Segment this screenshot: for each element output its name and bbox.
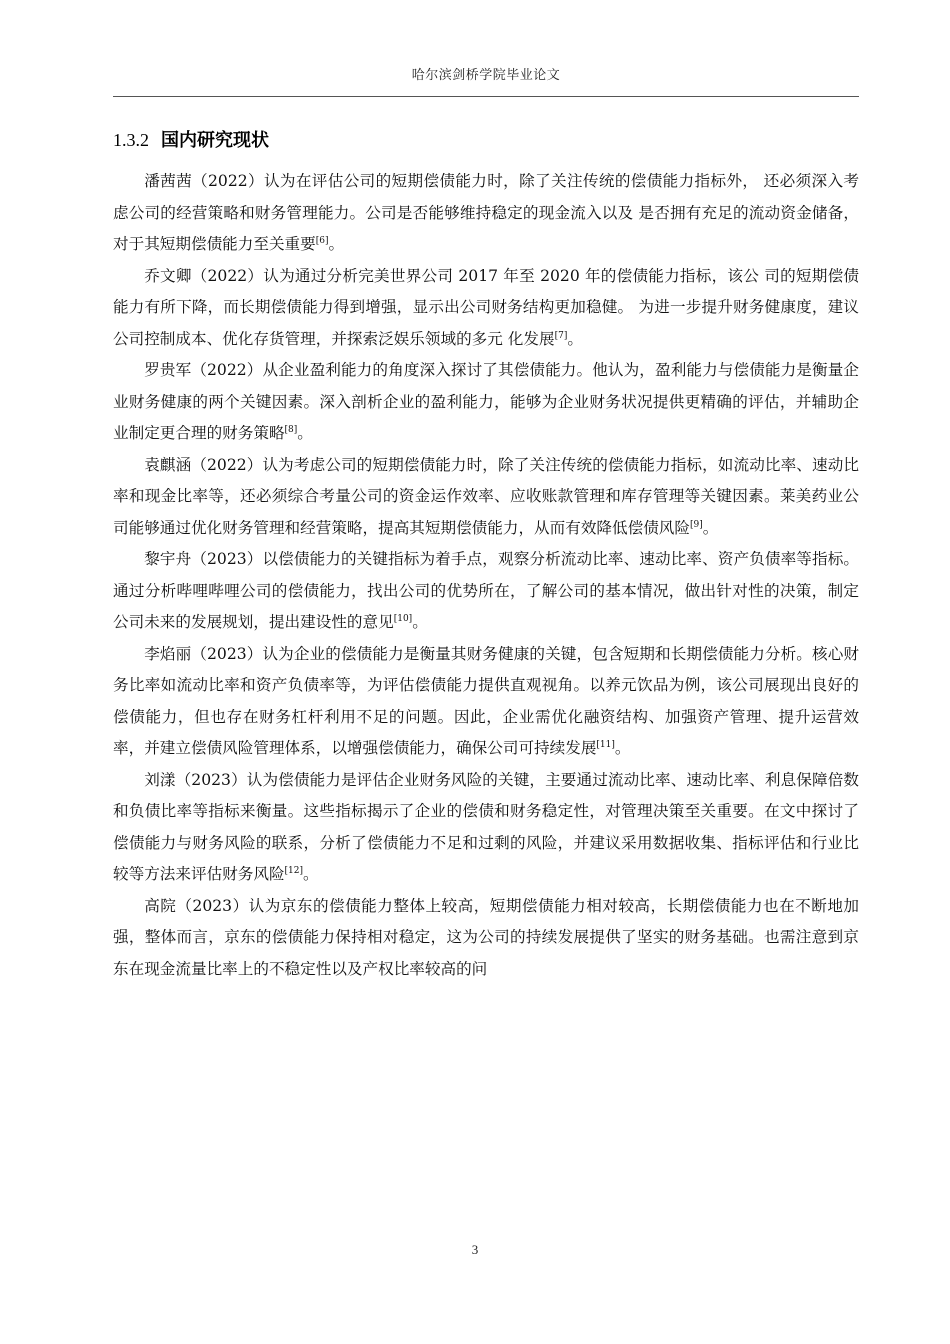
paragraph: 李焰丽（2023）认为企业的偿债能力是衡量其财务健康的关键，包含短期和长期偿债能力分析。核心财务比率如流动比率和资产负债率等，为评估偿债能力提供直观视角。以养元饮品为例，该公司展现出良好的偿债能力，但也存在财务杠杆利用不足的问题。因此，企业需优化融资结构、加强资产管理、提升运营效率，并建立偿债风险管理体系，以增强偿债能力，确保公司可持续发展[11]。	[113, 644, 859, 757]
paragraph: 罗贵军（2022）从企业盈利能力的角度深入探讨了其偿债能力。他认为，盈利能力与偿债能力是衡量企业财务健康的两个关键因素。深入剖析企业的盈利能力，能够为企业财务状况提供更精确的评估，并辅助企业制定更合理的财务策略[8]。	[113, 361, 859, 442]
paragraph: 黎宇舟（2023）以偿债能力的关键指标为着手点，观察分析流动比率、速动比率、资产负债率等指标。通过分析哔哩哔哩公司的偿债能力，找出公司的优势所在，了解公司的基本情况，做出针对性的决策，制定公司未来的发展规划，提出建设性的意见[10]。	[113, 550, 859, 631]
citation: [11]	[596, 739, 615, 750]
section-title: 国内研究现状	[161, 130, 269, 151]
citation: [12]	[284, 865, 304, 876]
paragraph: 潘茜茜（2022）认为在评估公司的短期偿债能力时，除了关注传统的偿债能力指标外， 还必须深入考虑公司的经营策略和财务管理能力。公司是否能够维持稳定的现金流入以及 是否拥有充足的流动资金储备，对于其短期偿债能力至关重要[6]。	[113, 172, 859, 253]
running-header: 哈尔滨剑桥学院毕业论文	[411, 68, 561, 83]
paragraph: 高院（2023）认为京东的偿债能力整体上较高，短期偿债能力相对较高，长期偿债能力也在不断地加强，整体而言，京东的偿债能力保持相对稳定，这为公司的持续发展提供了坚实的财务基础。也需注意到京东在现金流量比率上的不稳定性以及产权比率较高的问	[113, 896, 859, 978]
citation: [7]	[554, 330, 568, 341]
section-number: 1.3.2	[113, 130, 149, 150]
header-divider	[113, 96, 859, 97]
paragraph: 袁麒涵（2022）认为考虑公司的短期偿债能力时，除了关注传统的偿债能力指标，如流动比率、速动比率和现金比率等，还必须综合考量公司的资金运作效率、应收账款管理和库存管理等关键因素。莱美药业公司能够通过优化财务管理和经营策略，提高其短期偿债能力，从而有效降低偿债风险[9]。	[113, 455, 859, 537]
paragraph: 刘漾（2023）认为偿债能力是评估企业财务风险的关键，主要通过流动比率、速动比率、利息保障倍数和负债比率等指标来衡量。这些指标揭示了企业的偿债和财务稳定性，对管理决策至关重要。在文中探讨了偿债能力与财务风险的联系，分析了偿债能力不足和过剩的风险，并建议采用数据收集、指标评估和行业比较等方法来评估财务风险[12]。	[113, 770, 859, 883]
section-heading	[113, 126, 269, 152]
citation: [10]	[393, 613, 413, 624]
page-number: 3	[471, 1242, 479, 1257]
citation: [9]	[689, 519, 703, 530]
citation: [8]	[284, 424, 298, 435]
paragraph: 乔文卿（2022）认为通过分析完美世界公司 2017 年至 2020 年的偿债能力指标，该公 司的短期偿债能力有所下降，而长期偿债能力得到增强，显示出公司财务结构更加稳健。 为进一步提升财务健康度，建议公司控制成本、优化存货管理，并探索泛娱乐领域的多元 化发展[7]。	[113, 266, 859, 348]
citation: [6]	[315, 235, 329, 246]
body-text	[113, 166, 859, 985]
